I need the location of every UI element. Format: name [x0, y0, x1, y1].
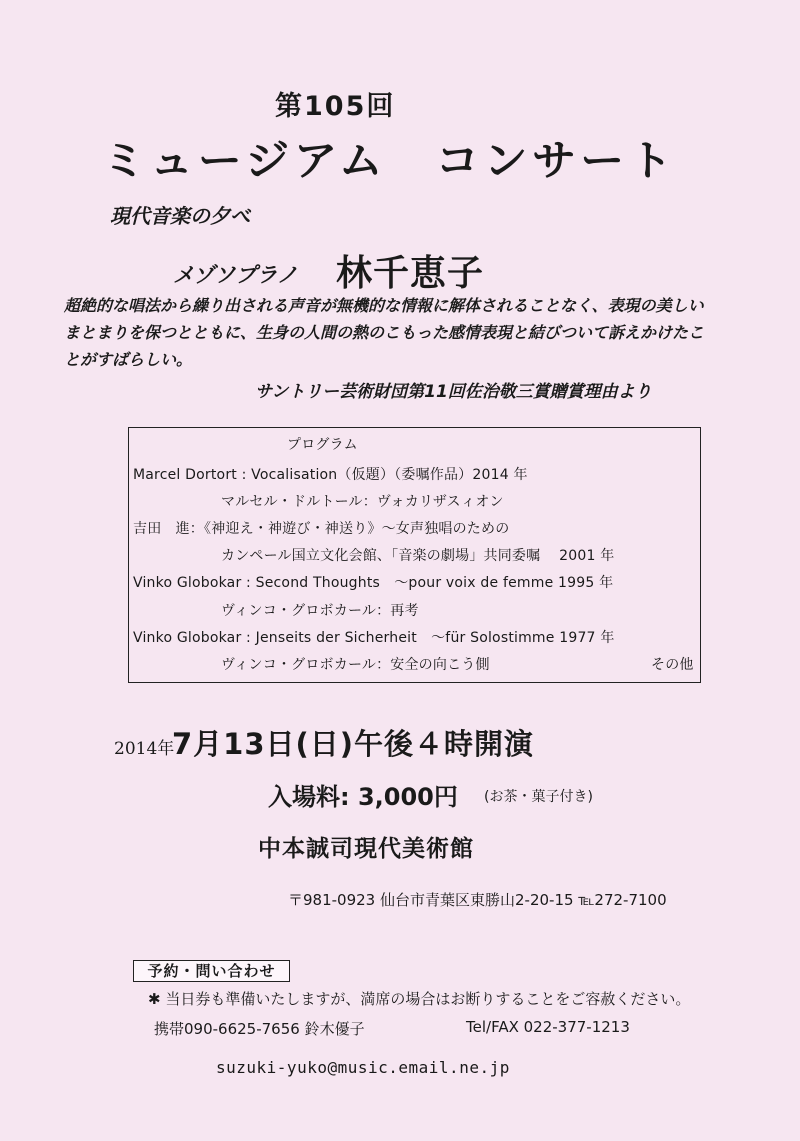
program-line: マルセル・ドルトール：ヴォカリザスィオン — [221, 494, 504, 510]
event-datetime: 7月13日(日)午後４時開演 — [172, 727, 535, 761]
program-etc: その他 — [651, 657, 694, 673]
program-heading: プログラム — [287, 437, 358, 453]
contact-phone: 携帯090-6625-7656 鈴木優子 — [154, 1020, 365, 1038]
contact-tel-fax: Tel/FAX 022-377-1213 — [466, 1018, 630, 1036]
contact-email: suzuki-yuko@music.email.ne.jp — [216, 1058, 510, 1077]
quote-source: サントリー芸術財団第11回佐治敬三賞贈賞理由より — [255, 382, 652, 402]
quote-line: 超絶的な唱法から繰り出される声音が無機的な情報に解体されることなく、表現の美しい — [64, 296, 704, 315]
concert-title: ミュージアム コンサート — [102, 136, 677, 185]
program-line: Vinko Globokar : Second Thoughts ～pour voix de femme 1995 年 — [133, 575, 614, 591]
program-line: ヴィンコ・グロボカール：再考 — [221, 603, 419, 619]
concert-subtitle: 現代音楽の夕べ — [110, 204, 250, 228]
program-line: 吉田 進：《神迎え・神遊び・神送り》～女声独唱のための — [133, 521, 510, 537]
program-line: Vinko Globokar : Jenseits der Sicherheit ～für Solostimme 1977 年 — [133, 630, 615, 646]
contact-heading: 予約・問い合わせ — [133, 960, 290, 982]
program-box — [128, 427, 701, 683]
venue-name: 中本誠司現代美術館 — [258, 836, 474, 862]
program-line: ヴィンコ・グロボカール：安全の向こう側 — [221, 657, 490, 673]
contact-note: ✱ 当日券も準備いたしますが、満席の場合はお断りすることをご容赦ください。 — [148, 990, 691, 1008]
performer-name: 林千恵子 — [336, 253, 485, 294]
venue-address: 〒981-0923 仙台市青葉区東勝山2-20-15 ℡272-7100 — [288, 891, 667, 909]
edition-number: 第105回 — [275, 91, 396, 122]
admission-fee: 入場料: 3,000円 — [268, 783, 458, 811]
quote-line: とがすばらしい。 — [64, 350, 193, 369]
event-year: 2014年 — [114, 739, 175, 759]
award-quote — [64, 292, 734, 373]
program-line: カンペール国立文化会館、「音楽の劇場」共同委嘱 2001 年 — [221, 548, 615, 564]
admission-note: (お茶・菓子付き) — [484, 789, 593, 805]
performer-role: メゾソプラノ — [173, 263, 298, 287]
program-line: Marcel Dortort : Vocalisation（仮題）（委嘱作品）2014 年 — [133, 467, 528, 483]
quote-line: まとまりを保つとともに、生身の人間の熱のこもった感情表現と結びついて訴えかけたこ — [64, 323, 705, 342]
